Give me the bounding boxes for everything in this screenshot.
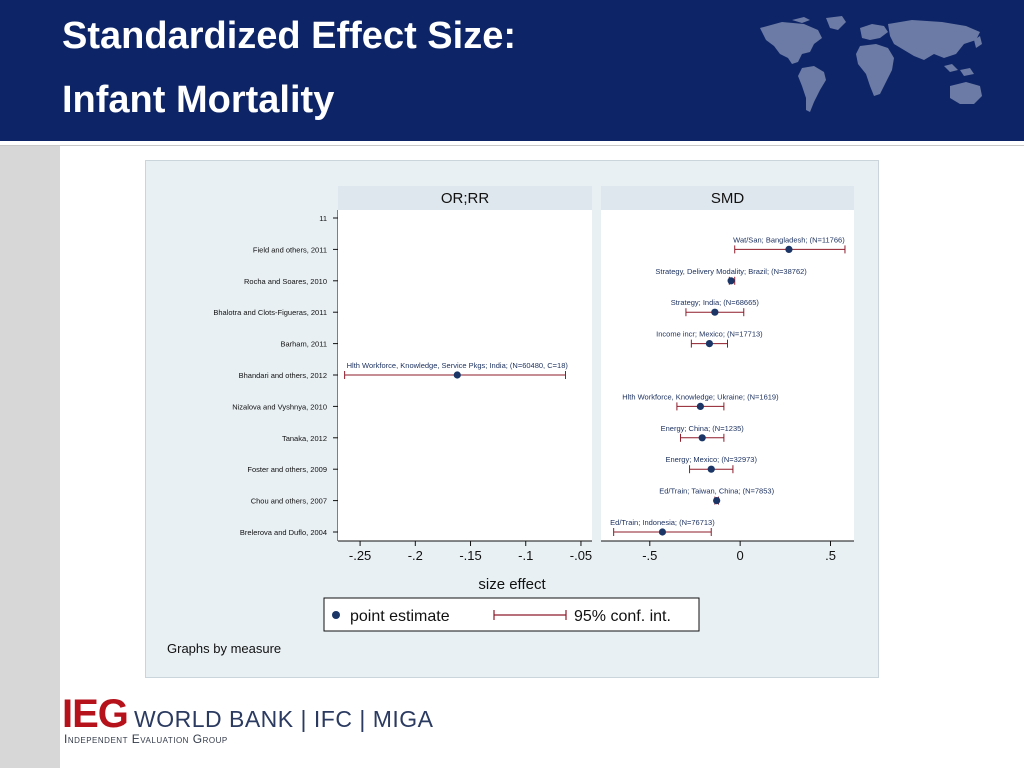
chart-legend — [324, 598, 699, 631]
y-tick-label: Barham, 2011 — [280, 339, 327, 349]
point-label: Hlth Workforce, Knowledge, Service Pkgs; India; (N=60480, C=18) — [346, 361, 568, 370]
panel-or-rr — [338, 186, 592, 563]
point-label: Ed/Train; Taiwan, China; (N=7853) — [659, 486, 775, 496]
y-tick-label: Tanaka, 2012 — [281, 433, 327, 443]
y-tick-label: Brelerova and Duflo, 2004 — [239, 528, 327, 537]
point-label: Hlth Workforce, Knowledge; Ukraine; (N=1619) — [622, 392, 779, 402]
forest-plot-chart — [146, 161, 878, 677]
x-tick-label: .5 — [825, 548, 836, 563]
x-tick-label: 0 — [736, 548, 744, 563]
point-estimate — [699, 434, 706, 441]
slide-title-line1: Standardized Effect Size: — [62, 15, 516, 57]
panel-title: OR;RR — [440, 190, 490, 207]
point-estimate — [711, 309, 718, 316]
slide-title-line2: Infant Mortality — [62, 79, 335, 121]
y-tick-label: Field and others, 2011 — [252, 245, 327, 255]
point-estimate — [785, 246, 792, 253]
point-label: Ed/Train; Indonesia; (N=76713) — [610, 518, 715, 527]
x-tick-label: -.05 — [569, 548, 593, 563]
ieg-subtitle: Independent Evaluation Group — [64, 732, 228, 746]
y-tick-label: Bhalotra and Clots-Figueras, 2011 — [213, 308, 327, 318]
x-tick-label: -.2 — [407, 548, 423, 563]
forest-plot-frame — [145, 160, 879, 678]
y-tick-label: Foster and others, 2009 — [247, 465, 327, 475]
y-tick-label: Rocha and Soares, 2010 — [244, 276, 327, 286]
point-label: Income incr; Mexico; (N=17713) — [656, 329, 763, 339]
point-estimate — [454, 371, 461, 378]
organizations-text: WORLD BANK | IFC | MIGA — [134, 706, 434, 732]
slide-header — [0, 0, 1024, 141]
panel-smd — [601, 186, 854, 563]
x-axis-label: size effect — [478, 576, 546, 593]
y-tick-label: Chou and others, 2007 — [250, 496, 327, 506]
left-sidebar-band — [0, 146, 60, 768]
graph-footnote: Graphs by measure — [167, 641, 282, 656]
legend-point-label: point estimate — [350, 608, 450, 625]
y-tick-label: Nizalova and Vyshnya, 2010 — [232, 402, 327, 412]
point-label: Energy; China; (N=1235) — [660, 423, 744, 433]
point-estimate — [659, 528, 666, 535]
point-estimate — [708, 466, 715, 473]
ieg-mark: IEG — [62, 692, 128, 736]
point-label: Wat/San; Bangladesh; (N=11766) — [733, 235, 845, 245]
y-tick-label: 11 — [319, 214, 327, 223]
x-tick-label: -.1 — [518, 548, 534, 563]
panel-title: SMD — [710, 190, 745, 207]
x-tick-label: -.5 — [642, 548, 658, 563]
point-label: Strategy, Delivery Modality; Brazil; (N=38762) — [655, 266, 807, 276]
point-estimate — [697, 403, 704, 410]
point-label: Energy; Mexico; (N=32973) — [665, 455, 757, 465]
legend-ci-label: 95% conf. int. — [574, 608, 671, 625]
x-tick-label: -.15 — [459, 548, 482, 563]
world-map-icon — [752, 14, 996, 120]
point-estimate — [728, 277, 735, 284]
x-tick-label: -.25 — [348, 548, 372, 563]
y-tick-label: Bhandari and others, 2012 — [238, 371, 327, 380]
point-estimate — [713, 497, 720, 504]
ieg-logo — [62, 694, 482, 754]
legend-point-marker — [332, 611, 340, 619]
point-label: Strategy; India; (N=68665) — [670, 298, 759, 308]
point-estimate — [706, 340, 713, 347]
